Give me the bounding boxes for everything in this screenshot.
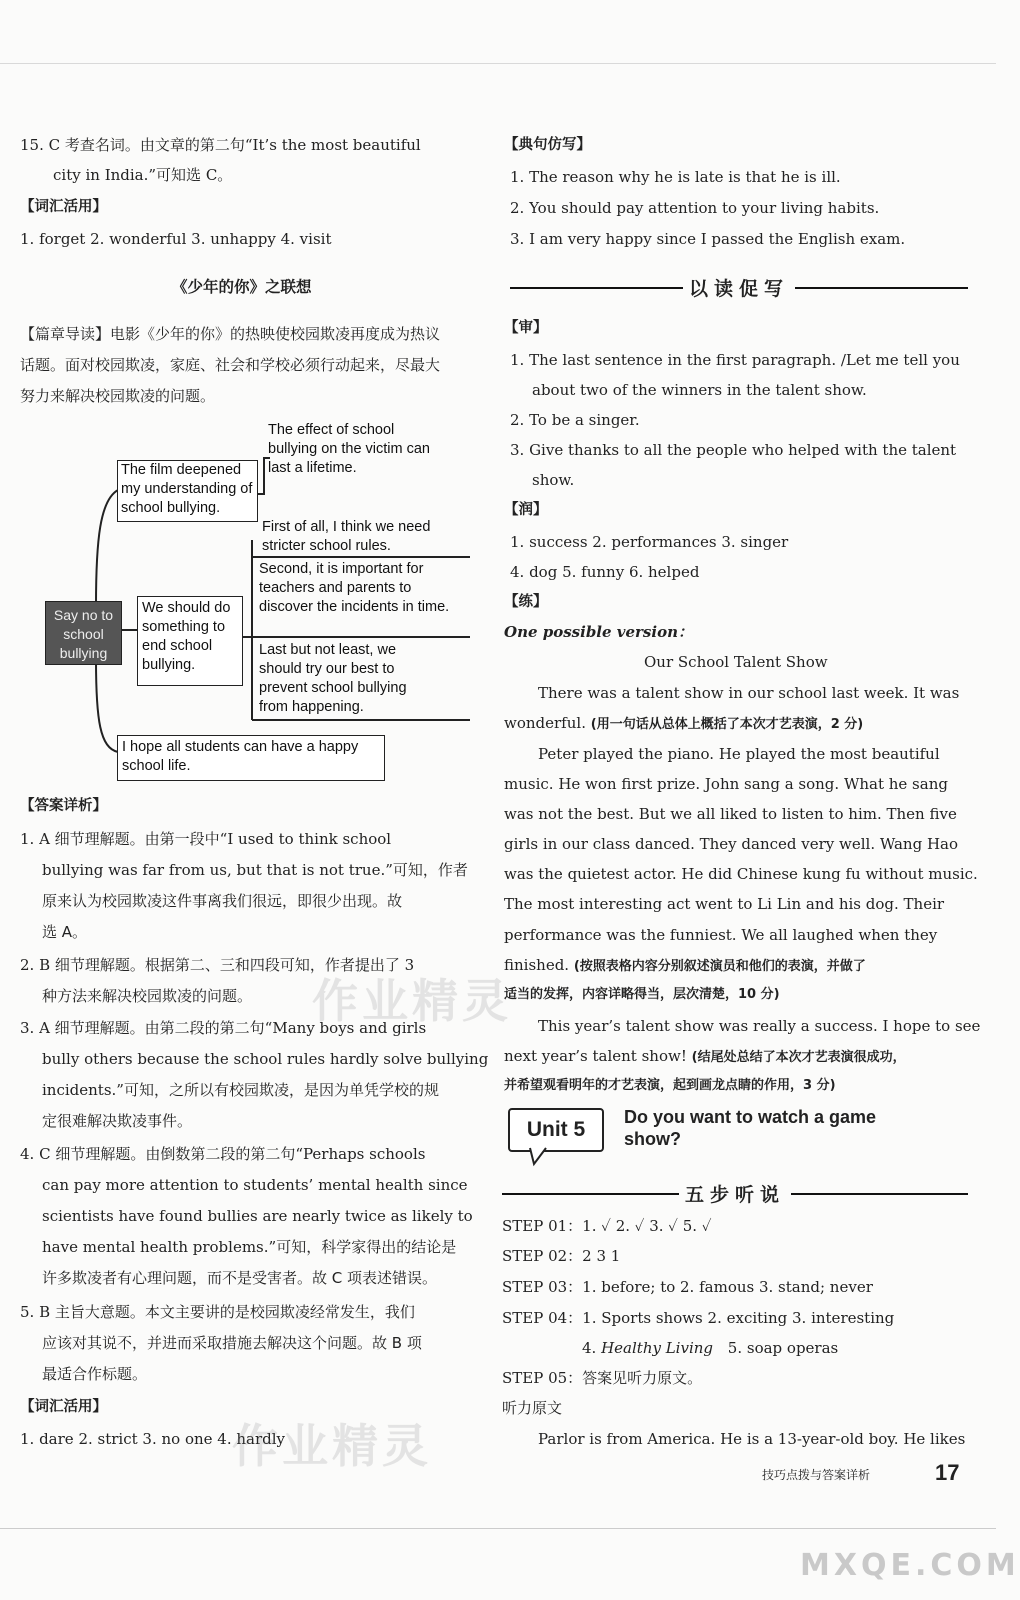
intro-line1: 【篇章导读】电影《少年的你》的热映使校园欺凌再度成为热议 — [20, 325, 441, 343]
mind-map-branch-1-text: The film deepened my understanding of school bullying. — [121, 462, 253, 516]
essay-note-2b: 适当的发挥，内容详略得当，层次清楚，10 分) — [504, 987, 780, 1002]
step-01: STEP 01：1. ✓ 2. ✓ 3. ✓ 5. ✓ — [502, 1217, 712, 1235]
essay-line-9: performance was the funniest. We all laughed when they — [504, 926, 938, 944]
mind-map-branch-1 — [117, 460, 258, 522]
essay-line-8: The most interesting act went to Li Lin and his dog. Their — [504, 895, 945, 913]
essay-line-2 — [504, 713, 863, 735]
mind-map-branch-2-leaf-2: Second, it is important for teachers and parents to discover the incidents in time. — [259, 561, 450, 615]
listening-heading: 听力原文 — [502, 1399, 563, 1417]
mind-map-branch-2-text: We should do something to end school bullying. — [142, 600, 231, 673]
answer-4-line5: 许多欺凌者有心理问题，而不是受害者。故 C 项表述错误。 — [42, 1269, 438, 1287]
lian-heading: 【练】 — [504, 594, 548, 610]
vocab-heading-1: 【词汇活用】 — [20, 199, 107, 215]
article-title: 《少年的你》之联想 — [172, 278, 312, 296]
intro-line3: 努力来解决校园欺凌的问题。 — [20, 387, 216, 405]
bottom-rule — [0, 1528, 996, 1529]
watermark-1: 作业精灵 — [312, 974, 512, 1028]
run-2: 4. dog 5. funny 6. helped — [510, 563, 700, 581]
imitation-3: 3. I am very happy since I passed the English exam. — [510, 230, 906, 248]
listening-text: Parlor is from America. He is a 13-year-old boy. He likes — [538, 1430, 966, 1448]
step-05: STEP 05：答案见听力原文。 — [502, 1369, 703, 1387]
section-read-write — [510, 274, 968, 301]
essay-line-10-text: finished. — [504, 956, 570, 974]
essay-line-1: There was a talent show in our school last week. It was — [538, 684, 960, 702]
mind-map-branch-2 — [137, 596, 243, 686]
answers-heading: 【答案详析】 — [20, 798, 107, 814]
answer-4-line4: have mental health problems.”可知，科学家得出的结论是 — [42, 1238, 457, 1256]
essay-line-4: music. He won first prize. John sang a song. What he sang — [504, 775, 948, 793]
unit-title-line1: Do you want to watch a game — [624, 1107, 877, 1127]
mind-map-branch-1-leaf: The effect of school bullying on the victim can last a lifetime. — [268, 422, 430, 476]
answer-3-line4: 定很难解决欺凌事件。 — [42, 1112, 193, 1130]
essay-note-3a: (结尾处总结了本次才艺表演很成功， — [691, 1050, 906, 1065]
essay-line-12: This year’s talent show was really a success. I hope to see — [538, 1017, 981, 1035]
essay-line-7: was the quietest actor. He did Chinese kung fu without music. — [504, 865, 978, 883]
essay-line-3: Peter played the piano. He played the most beautiful — [538, 745, 940, 763]
top-rule — [0, 63, 996, 64]
essay-line-13-text: next year’s talent show! — [504, 1047, 687, 1065]
vocab-heading-2: 【词汇活用】 — [20, 1399, 107, 1415]
run-heading: 【润】 — [504, 502, 548, 518]
step-03: STEP 03：1. before; to 2. famous 3. stand; never — [502, 1278, 873, 1296]
unit-label: Unit 5 — [508, 1108, 604, 1152]
vocab-items-1: 1. forget 2. wonderful 3. unhappy 4. visit — [20, 230, 332, 248]
watermark-3: MXQE.COM — [800, 1548, 1020, 1583]
answer-1-line4: 选 A。 — [42, 923, 88, 941]
answer-3-line2: bully others because the school rules hardly solve bullying — [42, 1050, 489, 1068]
answer-1-line3: 原来认为校园欺凌这件事离我们很远，即很少出现。故 — [42, 892, 403, 910]
mind-map-branch-3-text: I hope all students can have a happy school life. — [122, 739, 359, 774]
mind-map-root-text: Say no to school bullying — [53, 607, 114, 661]
essay-line-2-text: wonderful. — [504, 714, 586, 732]
answer-3-line3: incidents.”可知，之所以有校园欺凌，是因为单凭学校的规 — [42, 1081, 439, 1099]
answer-4-line1: 4. C 细节理解题。由倒数第二段的第二句“Perhaps schools — [20, 1145, 426, 1163]
step-04-cont-rest: 5. soap operas — [727, 1339, 839, 1357]
essay-line-13 — [504, 1046, 906, 1068]
step-04-cont-num: 4. — [582, 1339, 597, 1357]
mind-map-root — [45, 601, 122, 665]
watermark-2: 作业精灵 — [232, 1419, 432, 1473]
essay-note-1: (用一句话从总体上概括了本次才艺表演，2 分) — [590, 717, 864, 732]
imitation-2: 2. You should pay attention to your living habits. — [510, 199, 880, 217]
shen-3b: show. — [532, 471, 575, 489]
mind-map-branch-2-leaf-1: First of all, I think we need stricter school rules. — [262, 519, 431, 554]
essay-note-3b: 并希望观看明年的才艺表演，起到画龙点睛的作用，3 分) — [504, 1078, 836, 1093]
step-04-cont — [582, 1338, 838, 1358]
essay-title: Our School Talent Show — [644, 653, 828, 671]
essay-note-2a: (按照表格内容分别叙述演员和他们的表演，并做了 — [573, 959, 866, 974]
answer-1-line2: bullying was far from us, but that is not true.”可知，作者 — [42, 861, 468, 879]
imitation-1: 1. The reason why he is late is that he is ill. — [510, 168, 841, 186]
section-listen-speak — [502, 1180, 968, 1207]
section-listen-speak-title: 五步听说 — [685, 1184, 786, 1206]
answer-1-line1: 1. A 细节理解题。由第一段中“I used to think school — [20, 830, 392, 848]
step-02: STEP 02：2 3 1 — [502, 1247, 621, 1265]
answer-2-line1: 2. B 细节理解题。根据第二、三和四段可知，作者提出了 3 — [20, 956, 415, 974]
intro-line2: 话题。面对校园欺凌，家庭、社会和学校必须行动起来，尽最大 — [20, 356, 441, 374]
unit-label-tail — [528, 1148, 558, 1168]
footer-label: 技巧点拨与答案详析 — [762, 1468, 871, 1482]
answer-5-line3: 最适合作标题。 — [42, 1365, 148, 1383]
answer-4-line3: scientists have found bullies are nearly twice as likely to — [42, 1207, 473, 1225]
shen-3a: 3. Give thanks to all the people who helped with the talent — [510, 441, 957, 459]
mind-map-branch-2-leaf-3: Last but not least, we should try our best to prevent school bullying from happening. — [259, 642, 407, 715]
mind-map-branch-3 — [117, 735, 385, 781]
shen-heading: 【审】 — [504, 320, 548, 336]
answer-3-line1: 3. A 细节理解题。由第二段的第二句“Many boys and girls — [20, 1019, 427, 1037]
answer-5-line1: 5. B 主旨大意题。本文主要讲的是校园欺凌经常发生，我们 — [20, 1303, 415, 1321]
vocab-items-2: 1. dare 2. strict 3. no one 4. hardly — [20, 1430, 286, 1448]
shen-2: 2. To be a singer. — [510, 411, 640, 429]
essay-line-5: was not the best. But we all liked to listen to him. Then five — [504, 805, 957, 823]
answer-2-line2: 种方法来解决校园欺凌的问题。 — [42, 987, 253, 1005]
unit-title — [624, 1106, 876, 1150]
answer-4-line2: can pay more attention to students’ mental health since — [42, 1176, 468, 1194]
shen-1b: about two of the winners in the talent show. — [532, 381, 867, 399]
q15-line1: 15. C 考查名词。由文章的第二句“It’s the most beautiful — [20, 136, 421, 154]
step-04-cont-italic: Healthy Living — [601, 1339, 714, 1357]
page-number: 17 — [935, 1460, 960, 1485]
essay-line-10 — [504, 955, 866, 977]
run-1: 1. success 2. performances 3. singer — [510, 533, 789, 551]
section-read-write-title: 以读促写 — [689, 278, 790, 300]
imitation-heading: 【典句仿写】 — [504, 137, 591, 153]
step-04: STEP 04：1. Sports shows 2. exciting 3. interesting — [502, 1309, 895, 1327]
q15-line2: city in India.”可知选 C。 — [53, 166, 233, 184]
shen-1a: 1. The last sentence in the first paragraph. /Let me tell you — [510, 351, 960, 369]
essay-line-6: girls in our class danced. They danced very well. Wang Hao — [504, 835, 959, 853]
answer-5-line2: 应该对其说不，并进而采取措施去解决这个问题。故 B 项 — [42, 1334, 422, 1352]
unit-title-line2: show? — [624, 1129, 681, 1149]
possible-version-label: One possible version： — [504, 623, 693, 641]
